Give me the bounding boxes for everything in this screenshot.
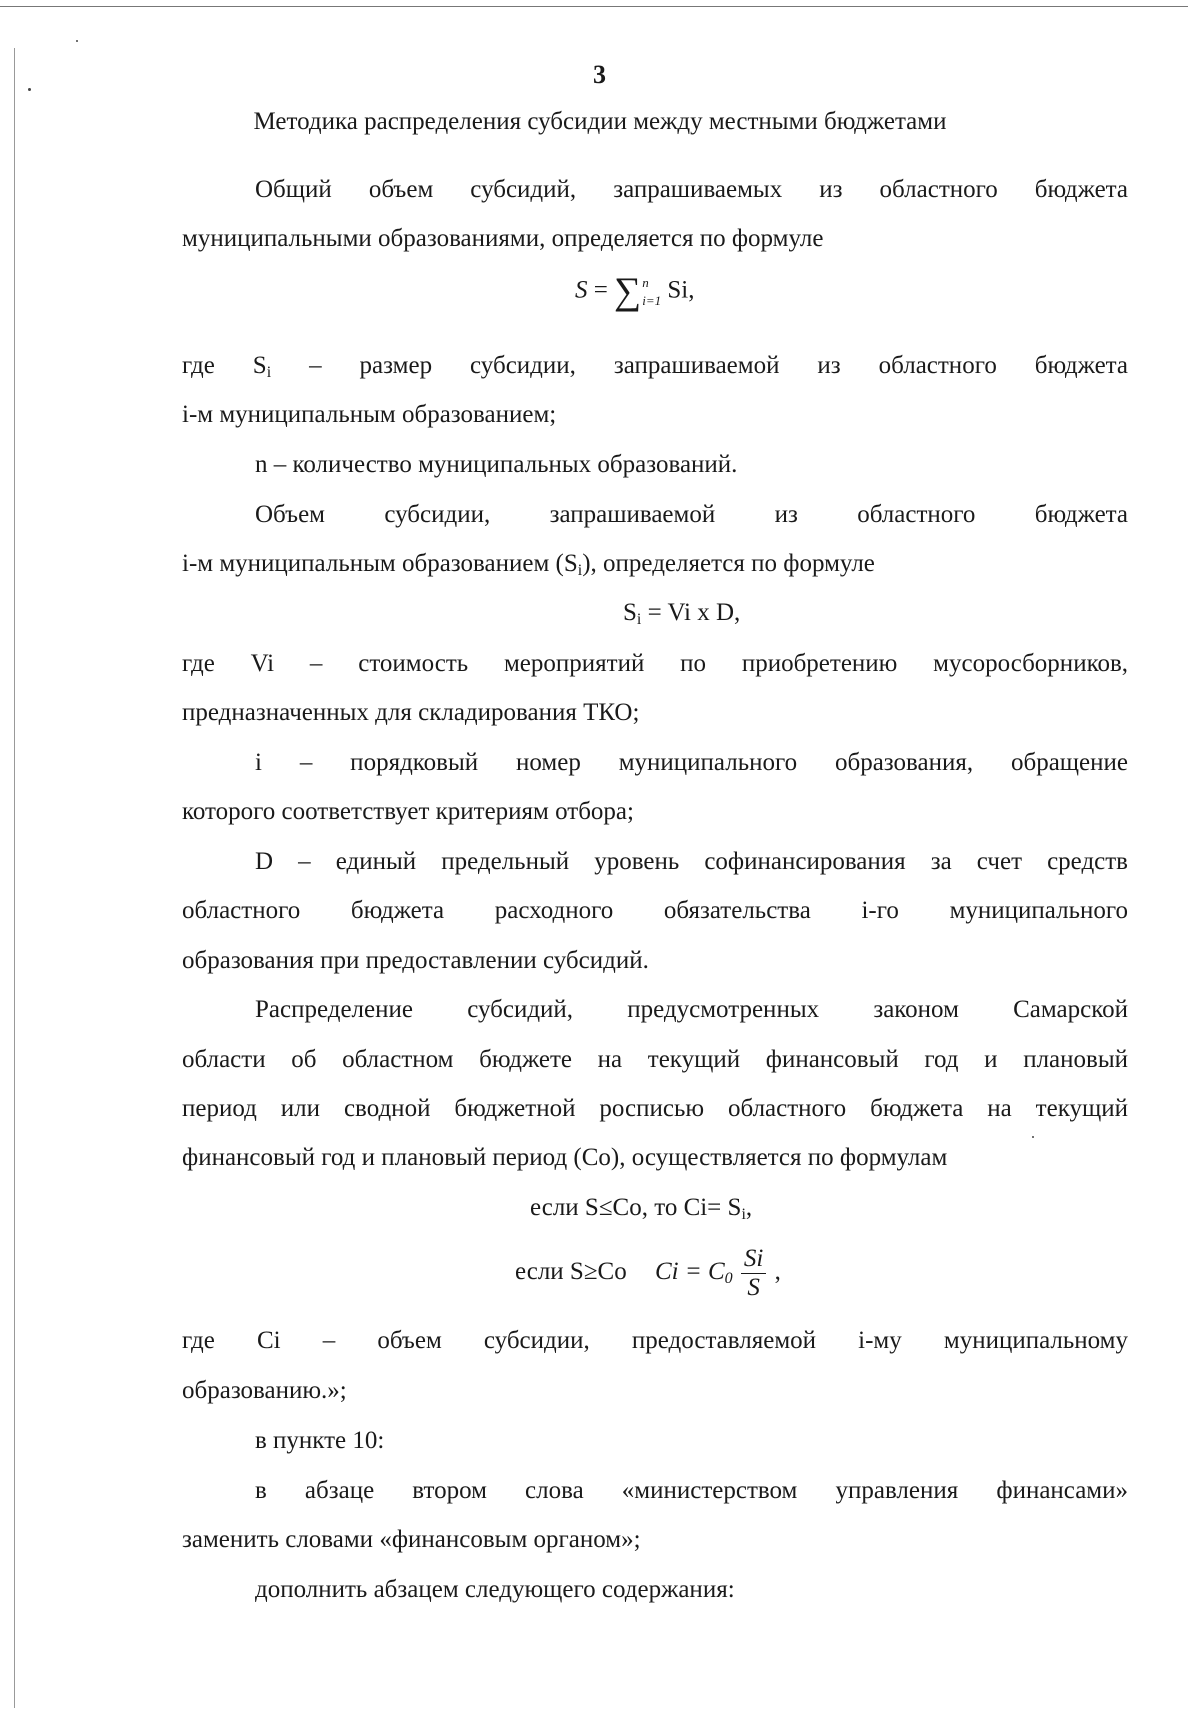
sum-limits xyxy=(642,274,661,310)
formula-condition-2 xyxy=(515,1245,781,1305)
sum-upper-limit: n xyxy=(642,275,649,290)
text-run: i-м муниципальным образованием (S xyxy=(182,550,578,577)
text-run xyxy=(182,352,271,379)
paragraph-line: заменить словами «финансовым органом»; xyxy=(182,1526,641,1553)
paragraph-line xyxy=(182,351,1128,381)
paragraph-line: i – порядковый номер муниципального образования, обращение xyxy=(255,749,1128,776)
formula-rhs: = Vi x D, xyxy=(641,599,741,626)
formula-term: Si, xyxy=(667,276,695,304)
paragraph-line: где Vi – стоимость мероприятий по приобретению мусоросборников, xyxy=(182,650,1128,677)
fraction-numerator: Si xyxy=(741,1245,766,1274)
paragraph-line: где Ci – объем субсидии, предоставляемой i-му муниципальному xyxy=(182,1327,1128,1354)
text-run: если S≤Co, то Ci= S xyxy=(530,1194,742,1221)
formula-lhs: Ci = C xyxy=(654,1258,725,1286)
paragraph-line: i-м муниципальным образованием; xyxy=(182,401,557,428)
paragraph-line: Объем субсидии, запрашиваемой из областного бюджета xyxy=(255,501,1128,528)
document-title: Методика распределения субсидии между местными бюджетами xyxy=(253,108,947,135)
formula-lhs: S xyxy=(575,276,588,304)
paragraph-line xyxy=(182,549,875,579)
subscript: i xyxy=(741,1206,746,1223)
formula-condition-1 xyxy=(530,1193,752,1223)
subscript: i xyxy=(266,364,272,381)
formula-lhs: S xyxy=(623,599,637,626)
fraction-denominator: S xyxy=(747,1274,760,1301)
paragraph-line: муниципальными образованиями, определяется по формуле xyxy=(182,225,824,252)
formula-sum xyxy=(575,270,695,324)
text-run: , xyxy=(774,1258,781,1286)
subscript: i xyxy=(577,562,583,579)
paragraph-line: которого соответствует критериям отбора; xyxy=(182,798,634,825)
paragraph-line: период или сводной бюджетной росписью областного бюджета на текущий xyxy=(182,1095,1128,1122)
paragraph-line: Общий объем субсидий, запрашиваемых из областного бюджета xyxy=(255,176,1128,203)
paragraph-line: предназначенных для складирования ТКО; xyxy=(182,699,640,726)
subscript: 0 xyxy=(724,1270,733,1288)
formula-equals: = xyxy=(593,276,608,304)
sigma-symbol: ∑ xyxy=(614,270,642,313)
paragraph-line: образованию.»; xyxy=(182,1377,347,1404)
page-number: 3 xyxy=(593,60,607,89)
paragraph-line: D – единый предельный уровень софинансирования за счет средств xyxy=(255,848,1128,875)
text-run: где S xyxy=(182,352,267,379)
text-run: если S≥Co xyxy=(515,1258,627,1286)
text-run: – размер субсидии, запрашиваемой из областного бюджета xyxy=(309,352,1128,379)
paragraph-line: дополнить абзацем следующего содержания: xyxy=(255,1576,735,1603)
paragraph-line: в абзаце втором слова «министерством управления финансами» xyxy=(255,1477,1128,1504)
paragraph-line: области об областном бюджете на текущий финансовый год и плановый xyxy=(182,1046,1128,1073)
sum-lower-limit: i=1 xyxy=(642,293,662,308)
text-run: , xyxy=(745,1194,753,1221)
paragraph-line: областного бюджета расходного обязательства i-го муниципального xyxy=(182,897,1128,924)
paragraph-line: n – количество муниципальных образований. xyxy=(255,451,738,478)
text-run: ), определяется по формуле xyxy=(582,550,875,577)
formula-si xyxy=(623,598,740,628)
paragraph-line: образования при предоставлении субсидий. xyxy=(182,947,649,974)
subscript: i xyxy=(636,611,642,628)
paragraph-line: финансовый год и плановый период (Со), осуществляется по формулам xyxy=(182,1144,948,1171)
paragraph-line: в пункте 10: xyxy=(255,1427,385,1454)
fraction xyxy=(741,1245,766,1302)
paragraph-line: Распределение субсидий, предусмотренных законом Самарской xyxy=(255,996,1128,1023)
